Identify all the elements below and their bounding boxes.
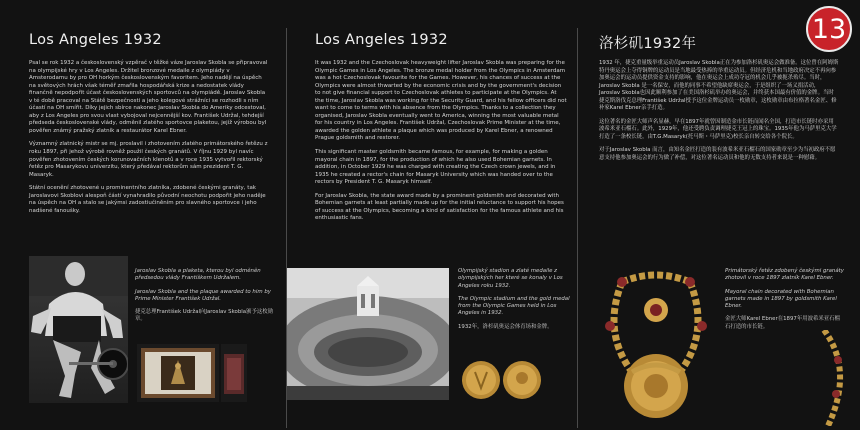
column-body: [29, 60, 269, 221]
chain-detail-photo: [814, 330, 858, 426]
paragraph: Státní ocenění zhotovené u prominentního zlatníka, zdobené českými granáty, tak Jaroslavovi Skoblovi alespoň částí vynahradilo původní neochotu podpořit jeho naděje na úspěch na OH a stalo se jakýmsi zadostiučiněním pro slavného sportovce i jeho nadšené fanoušky.: [29, 185, 266, 214]
caption-czech: Olympijský stadion a zlaté medaile z olympijských her které se konaly v Los Angeles roku 1932.: [458, 268, 563, 289]
column-title: Los Angeles 1932: [315, 31, 448, 48]
column-title: 洛杉矶1932年: [599, 35, 697, 52]
gold-medals-photo: [459, 358, 545, 402]
plaque-photo: [137, 344, 219, 402]
caption-chinese: 捷克总理František Udržal向Jaroslav Skobla颁予这枚勋章。: [135, 309, 274, 323]
paragraph: It was 1932 and the Czechoslovak heavyweight lifter Jaroslav Skobla was preparing for the Olympic Games in Los Angeles. The bronze medal holder from the Olympics in Amsterdam was a hot Czechoslovak favourite for the Games. However, his chances of success at the Olympics were almost thwarted by the economic crisis and by the government's decision to not give financial support to Czechoslovak athletes to participate at the Olympics. At the time, Jaroslav Skobla was working for the Security Guard, and his fellow officers did not want to come to terms with his absence from the Olympics. Thanks to a collection they organised, Jaroslav Skobla eventually went to America, winning the most valuable metal for his country in Los Angeles. František Udržal, Czechoslovak Prime Minister at the time, awarded the golden athlete a plaque which was produced by Karel Ebner, a renowned Prague goldsmith and restorer.: [315, 60, 567, 142]
caption-english: Mayoral chain decorated with Bohemian garnets made in 1897 by goldsmith Karel Ebner.: [725, 288, 837, 310]
paragraph: 1932 年，捷克重量级举重运动员Jaroslav Skobla正在为参加洛杉矶奥运会做准备。这位曾在阿姆斯特丹奥运会上夺得铜牌的运动员是当地最受热捧的举重运动员。但经济危机和当地政府决定不再向参加奥运会的运动员提供资金支持的影响，他在奥运会上成功夺冠的机会几乎被扼杀殆尽。当时，Jaroslav Skobla 是一名保安，而他的同事不希望他缺席奥运会，于是组织了一场义捐活动，Jaroslav Skobla也因此顺利参加了在美国洛杉矶举办的奥运会，并终获本国最有价值的金牌。当时捷克斯洛伐克总理František Udržal授予这位金牌运动员一枚勋章，这枚勋章由布拉格著名金匠、修补家Karel Ebner亲手打造。: [599, 60, 839, 112]
paragraph: 这位著名的金匠大师声名显赫，早在1897年就曾因制造金市长链而闻名全国，打造市长链时亦采用波希米亚石榴石。此外，1929年，他还受聘负责调理捷克王冠上的珠宝。1935年他为马萨里克大学打造了一条校长链，由T.G.Masaryk(托马斯・马萨里克)校长亲自转交给各个院长。: [599, 118, 837, 140]
column-body: [315, 60, 567, 229]
weightlifter-photo: [29, 256, 128, 403]
paragraph: This significant master goldsmith became famous, for example, for making a golden mayoral chain in 1897, for the production of which he also used Bohemian garnets. In addition, in October 1929 he was charged with creating the Czech crown jewels, and in 1935 he created a rector's chain for Masaryk University which was handed over to the rectors by President T. G. Masaryk himself.: [315, 149, 556, 186]
paragraph: 对于Jaroslav Skobla 而言，由知名金匠打造的装有波希米亚石榴石的国家勋章至少为当初政府不愿意支持他参加奥运会的行为做了补偿，对这位著名运动员和他的无数支持者来说是一种慰藉。: [599, 147, 836, 162]
paragraph: For Jaroslav Skobla, the state award made by a prominent goldsmith and decorated with Bohemian garnets at least partially made up for the initial reluctance to support his hopes of success at the Olympics, becoming a kind of satisfaction for the famous athlete and his enthusiastic fans.: [315, 192, 564, 222]
photo-caption: [458, 268, 570, 337]
column-chinese: [578, 0, 860, 430]
stadium-photo: [287, 268, 449, 400]
column-title: Los Angeles 1932: [29, 31, 162, 48]
mayoral-chain-photo: [592, 262, 720, 426]
caption-english: Jaroslav Skobla and the plaque awarded to him by Prime Minister František Udržal.: [135, 288, 271, 302]
paragraph: Psal se rok 1932 a československý vzpěrač v těžké váze Jaroslav Skobla se připravoval na olympijské hry v Los Angeles. Držitel bronzové medaile z olympiády v Amsterodamu by pro OH horkým československým favoritem. Jeho nadějí na úspěch na světových hrách však téměř zmařila hospodářská krize a nedostatek vlády finančně nepodpořit účast československých sportovců na olympiádě. Jaroslav Skobla v té době pracoval na Státě bezpečnosti a jeho kolegové strážníci se rozhodli s ním účastí na OH smířit. Díky jejich sbírce nakonec Jaroslav Skobla do Ameriky odcestoval, aby z Los Angeles pro svou vlast vybojoval nejcennější kov. František Udržal, tehdejší předseda československé vlády, odměnil zlatého sportovce plaketou, jejíž výrobou byl pověřen známý pražský zlatník a restaurátor Karel Ebner.: [29, 60, 268, 134]
page-number-badge: 13: [806, 6, 852, 52]
plaque-box-photo: [221, 344, 247, 402]
photo-caption: [725, 268, 845, 337]
caption-czech: Primátorský řetěz zdobený českými granáty zhotovil v roce 1897 zlatník Karel Ebner.: [725, 268, 844, 282]
caption-chinese: 1932年，洛杉矶奥运会体育场和金牌。: [458, 323, 553, 330]
photo-caption: [135, 268, 275, 330]
caption-english: The Olympic stadium and the gold medal from the Olympic Games held in Los Angeles in 1932.: [458, 295, 570, 317]
paragraph: Významný zlatnický mistr se mj. proslavil i zhotovením zlatého primátorského řetězu z roku 1897, při jehož výrobě rovněž použil českých granátů. V říjnu 1929 byl navíc pověřen zhotovením českých korunovačních klenotů a v roce 1935 vytvořil rektorský řetěz pro Masarykovu univerzitu, který předával rektorům sám prezident T. G. Masaryk.: [29, 141, 268, 178]
caption-czech: Jaroslav Skobla a plaketa, kterou byl odměněn předsedou vlády Františkem Udržalem.: [135, 268, 261, 282]
column-czech: [0, 0, 286, 430]
caption-chinese: 金匠大师Karel Ebner在1897年用波希米亚石榴石打造的市长链。: [725, 316, 840, 330]
column-body: [599, 60, 839, 169]
column-english: [287, 0, 577, 430]
